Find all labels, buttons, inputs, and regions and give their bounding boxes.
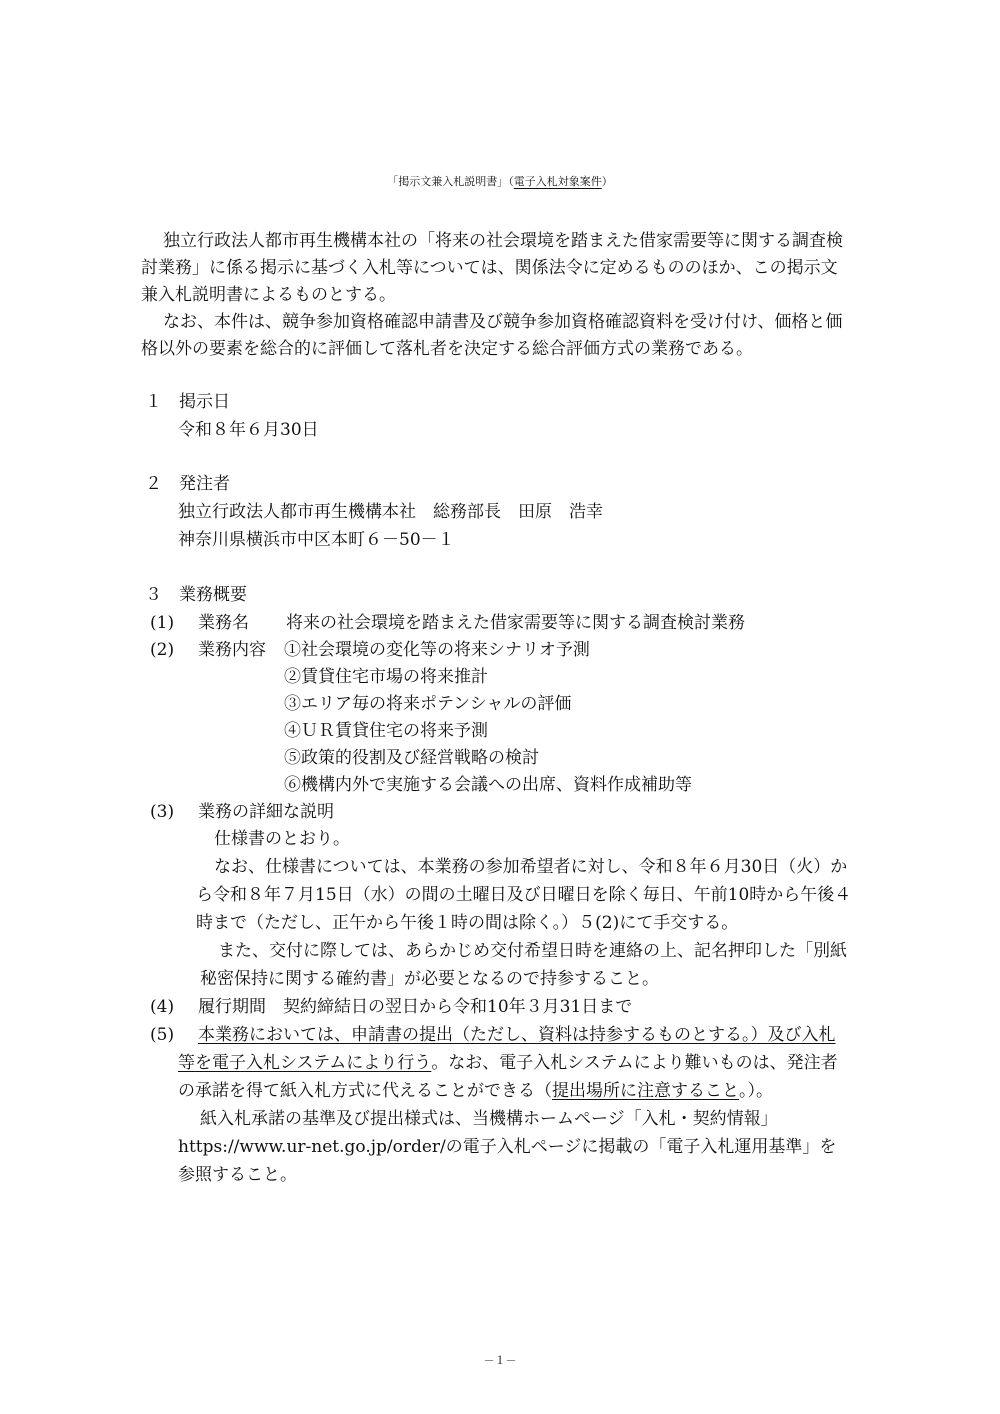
title-main: 「掲示文兼入札説明書」: [387, 175, 509, 188]
intro-line: 独立行政法人都市再生機構本社の「将来の社会環境を踏まえた借家需要等に関する調査検: [163, 231, 843, 251]
work-content-item: ①社会環境の変化等の将来シナリオ予測: [284, 640, 590, 660]
detail-line: また、交付に際しては、あらかじめ交付希望日時を連絡の上、記名押印した「別紙: [218, 941, 847, 961]
url-line: https://www.ur-net.go.jp/order/の電子入札ページに掲載の「電子入札運用基準」を: [178, 1137, 837, 1157]
orderer-name: 独立行政法人都市再生機構本社 総務部長 田原 浩幸: [178, 502, 603, 522]
performance-period: 履行期間 契約締結日の翌日から令和10年３月31日まで: [198, 997, 633, 1017]
work-content-item: ⑥機構内外で実施する会議への出席、資料作成補助等: [284, 775, 692, 795]
document-title: 「掲示文兼入札説明書」（電子入札対象案件）: [387, 175, 613, 188]
intro-line: 格以外の要素を総合的に評価して落札者を決定する総合評価方式の業務である。: [141, 339, 753, 359]
item-3-number: (3): [150, 802, 175, 822]
orderer-address: 神奈川県横浜市中区本町６－50－１: [178, 530, 455, 550]
project-name: 将来の社会環境を踏まえた借家需要等に関する調査検討業務: [286, 613, 745, 633]
detail-line: 時まで（ただし、正午から午後１時の間は除く。）５(2)にて手交する。: [196, 913, 739, 933]
work-content-item: ⑤政策的役割及び経営戦略の検討: [284, 748, 539, 768]
section-1-heading: １ 掲示日: [145, 392, 230, 412]
item-2-number: (2): [150, 640, 175, 660]
reference-line: 参照すること。: [178, 1165, 297, 1185]
item-3-label: 業務の詳細な説明: [198, 802, 334, 822]
detail-line: なお、仕様書については、本業務の参加希望者に対し、令和８年６月30日（火）か: [214, 857, 848, 877]
intro-line: 兼入札説明書によるものとする。: [141, 285, 396, 305]
section-3-heading: ３ 業務概要: [145, 585, 247, 605]
paper-bid-line: の承諾を得て紙入札方式に代えることができる（提出場所に注意すること。）。: [178, 1081, 773, 1101]
item-5-number: (5): [150, 1025, 175, 1045]
electronic-bid-note: 本業務においては、申請書の提出（ただし、資料は持参するものとする。）及び入札: [198, 1025, 836, 1045]
work-content-item: ③エリア毎の将来ポテンシャルの評価: [284, 694, 572, 714]
detail-line: ら令和８年７月15日（水）の間の土曜日及び日曜日を除く毎日、午前10時から午後４: [196, 885, 852, 905]
intro-line: 討業務」に係る掲示に基づく入札等については、関係法令に定めるもののほか、この掲示文: [141, 258, 838, 278]
item-1-label: 業務名: [198, 613, 249, 633]
submission-place-note: 提出場所に注意すること: [552, 1081, 739, 1101]
section-2-heading: ２ 発注者: [145, 474, 230, 494]
item-1-number: (1): [150, 613, 175, 633]
item-4-number: (4): [150, 997, 175, 1017]
detail-line: 仕様書のとおり。: [214, 829, 350, 849]
standards-line: 紙入札承諾の基準及び提出様式は、当機構ホームページ「入札・契約情報」: [200, 1109, 778, 1129]
electronic-bid-note-cont: 等を電子入札システムにより行う: [178, 1053, 432, 1073]
work-content-item: ④ＵＲ賃貸住宅の将来予測: [284, 721, 488, 741]
item-2-label: 業務内容: [198, 640, 266, 660]
electronic-bid-line: 等を電子入札システムにより行う。なお、電子入札システムにより難いものは、発注者: [178, 1053, 838, 1073]
page-number: －１－: [483, 1354, 517, 1367]
title-electronic-bid: 電子入札対象案件: [513, 175, 602, 188]
work-content-item: ②賃貸住宅市場の将来推計: [284, 667, 488, 687]
posting-date: 令和８年６月30日: [178, 420, 319, 440]
detail-line: 秘密保持に関する確約書」が必要となるので持参すること。: [200, 969, 659, 989]
intro-line: なお、本件は、競争参加資格確認申請書及び競争参加資格確認資料を受け付け、価格と価: [163, 312, 843, 332]
